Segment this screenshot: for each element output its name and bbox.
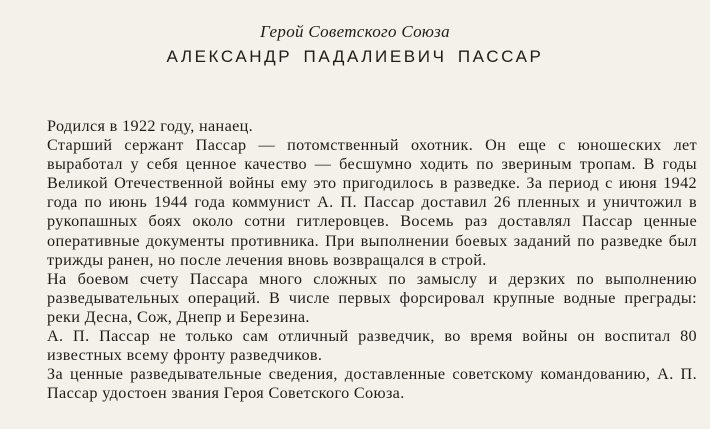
paragraph-birth: Родился в 1922 году, нанаец. xyxy=(47,117,254,135)
hero-subtitle: Герой Советского Союза xyxy=(260,22,450,41)
paragraph-training: А. П. Пассар не только сам отличный разведчик, во время войны он воспитал 80 известных всему фронту разведчиков. xyxy=(47,327,697,365)
biography-text xyxy=(47,117,697,403)
paragraph-award: За ценные разведывательные сведения, доставленные советскому командованию, А. П. Пассар удостоен звания Героя Советского Союза. xyxy=(47,365,697,403)
paragraph-operations: На боевом счету Пассара много сложных по замыслу и дерзких по выполнению разведывательных операций. В числе первых форсировал крупные водные преграды: реки Десна, Сож, Днепр и Березина. xyxy=(47,269,697,326)
page-title: АЛЕКСАНДР ПАДАЛИЕВИЧ ПАССАР xyxy=(166,47,544,66)
paragraph-service: Старший сержант Пассар — потомственный охотник. Он еще с юношеских лет выработал у себя ценное качество — бесшумно ходить по звериным тропам. В годы Великой Отечественной войны ему это пригодилось в разведке. За период с июня 1942 года по июнь 1944 года коммунист А. П. Пассар доставил 26 пленных и уничтожил в рукопашных боях около сотни гитлеровцев. Восемь раз доставлял Пассар ценные оперативные документы противника. При выполнении боевых заданий по разведке был трижды ранен, но после лечения вновь возвращался в строй. xyxy=(47,136,697,269)
